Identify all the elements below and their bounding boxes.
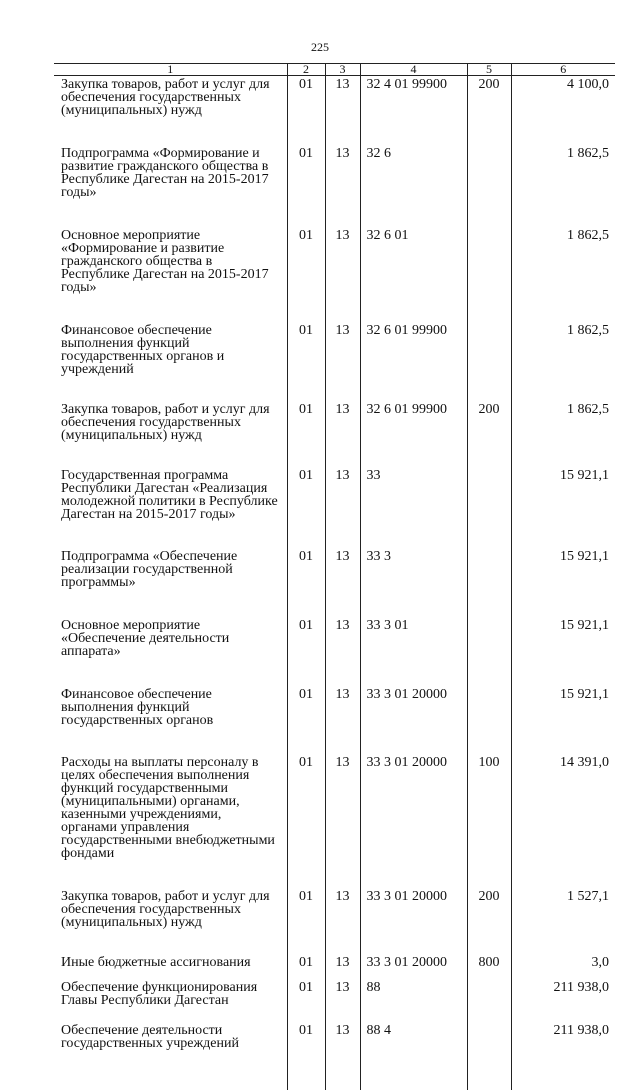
budget-table — [54, 63, 615, 1090]
row-section: 01 — [287, 199, 325, 294]
row-target-code: 33 3 01 — [360, 589, 467, 658]
row-target-code: 33 3 01 20000 — [360, 727, 467, 860]
filler-cell — [287, 1050, 325, 1090]
row-target-code: 33 — [360, 442, 467, 521]
row-amount: 211 938,0 — [511, 969, 615, 1007]
row-name: Обеспечение деятельности государственных учреждений — [54, 1007, 287, 1050]
row-section: 01 — [287, 658, 325, 727]
table-row — [54, 521, 615, 589]
row-expense-type: 800 — [467, 929, 511, 969]
row-target-code: 32 6 — [360, 117, 467, 199]
row-expense-type — [467, 117, 511, 199]
table-row — [54, 76, 615, 118]
row-name: Иные бюджетные ассигнования — [54, 929, 287, 969]
table-body — [54, 76, 615, 1090]
row-target-code: 33 3 01 20000 — [360, 658, 467, 727]
table-row — [54, 969, 615, 1007]
row-amount: 1 862,5 — [511, 199, 615, 294]
row-expense-type — [467, 294, 511, 376]
row-target-code: 32 6 01 99900 — [360, 376, 467, 442]
table-row — [54, 442, 615, 521]
row-target-code: 33 3 01 20000 — [360, 929, 467, 969]
row-name: Подпрограмма «Формирование и развитие гражданского общества в Республике Дагестан на 2015-2017 годы» — [54, 117, 287, 199]
row-amount: 1 862,5 — [511, 294, 615, 376]
row-name: Закупка товаров, работ и услуг для обеспечения государственных (муниципальных) нужд — [54, 376, 287, 442]
row-expense-type — [467, 969, 511, 1007]
row-target-code: 88 4 — [360, 1007, 467, 1050]
column-header-5: 5 — [467, 64, 511, 76]
row-section: 01 — [287, 294, 325, 376]
row-name: Основное мероприятие «Обеспечение деятельности аппарата» — [54, 589, 287, 658]
column-header-2: 2 — [287, 64, 325, 76]
table-row — [54, 929, 615, 969]
filler-cell — [511, 1050, 615, 1090]
column-header-6: 6 — [511, 64, 615, 76]
row-name: Финансовое обеспечение выполнения функций государственных органов — [54, 658, 287, 727]
row-amount: 15 921,1 — [511, 658, 615, 727]
filler-cell — [360, 1050, 467, 1090]
row-expense-type: 200 — [467, 376, 511, 442]
header-row — [54, 64, 615, 76]
row-name: Обеспечение функционирования Главы Республики Дагестан — [54, 969, 287, 1007]
row-name: Закупка товаров, работ и услуг для обеспечения государственных (муниципальных) нужд — [54, 860, 287, 929]
row-name: Государственная программа Республики Дагестан «Реализация молодежной политики в Республике Дагестан на 2015-2017 годы» — [54, 442, 287, 521]
row-amount: 14 391,0 — [511, 727, 615, 860]
table-row — [54, 294, 615, 376]
row-amount: 1 862,5 — [511, 376, 615, 442]
row-expense-type — [467, 521, 511, 589]
row-name: Основное мероприятие «Формирование и развитие гражданского общества в Республике Дагестан на 2015-2017 годы» — [54, 199, 287, 294]
row-amount: 4 100,0 — [511, 76, 615, 118]
row-target-code: 32 6 01 99900 — [360, 294, 467, 376]
row-subsection: 13 — [325, 199, 360, 294]
row-subsection: 13 — [325, 658, 360, 727]
row-amount: 1 862,5 — [511, 117, 615, 199]
table-row — [54, 117, 615, 199]
row-section: 01 — [287, 76, 325, 118]
table-row — [54, 1007, 615, 1050]
row-section: 01 — [287, 860, 325, 929]
row-section: 01 — [287, 1007, 325, 1050]
row-section: 01 — [287, 929, 325, 969]
row-target-code: 32 6 01 — [360, 199, 467, 294]
row-expense-type — [467, 589, 511, 658]
table-row — [54, 589, 615, 658]
row-expense-type: 200 — [467, 860, 511, 929]
table-row — [54, 727, 615, 860]
row-target-code: 33 3 01 20000 — [360, 860, 467, 929]
filler-cell — [54, 1050, 287, 1090]
filler-cell — [467, 1050, 511, 1090]
row-subsection: 13 — [325, 860, 360, 929]
row-name: Закупка товаров, работ и услуг для обеспечения государственных (муниципальных) нужд — [54, 76, 287, 118]
row-target-code: 33 3 — [360, 521, 467, 589]
table-row — [54, 199, 615, 294]
row-subsection: 13 — [325, 521, 360, 589]
row-amount: 1 527,1 — [511, 860, 615, 929]
column-header-4: 4 — [360, 64, 467, 76]
row-subsection: 13 — [325, 442, 360, 521]
row-section: 01 — [287, 969, 325, 1007]
page-number: 225 — [0, 40, 640, 55]
row-subsection: 13 — [325, 727, 360, 860]
row-section: 01 — [287, 589, 325, 658]
row-name: Расходы на выплаты персоналу в целях обеспечения выполнения функций государственными (муниципальными) органами, казенными учреждениями, органами управления государственными внебюджетными фондами — [54, 727, 287, 860]
row-expense-type: 200 — [467, 76, 511, 118]
column-header-1: 1 — [54, 64, 287, 76]
row-expense-type — [467, 442, 511, 521]
filler-cell — [325, 1050, 360, 1090]
row-section: 01 — [287, 442, 325, 521]
row-subsection: 13 — [325, 589, 360, 658]
row-target-code: 32 4 01 99900 — [360, 76, 467, 118]
row-section: 01 — [287, 117, 325, 199]
row-name: Финансовое обеспечение выполнения функций государственных органов и учреждений — [54, 294, 287, 376]
column-header-3: 3 — [325, 64, 360, 76]
row-amount: 15 921,1 — [511, 521, 615, 589]
row-expense-type: 100 — [467, 727, 511, 860]
row-section: 01 — [287, 376, 325, 442]
row-expense-type — [467, 658, 511, 727]
row-subsection: 13 — [325, 969, 360, 1007]
row-expense-type — [467, 199, 511, 294]
row-name: Подпрограмма «Обеспечение реализации государственной программы» — [54, 521, 287, 589]
row-section: 01 — [287, 727, 325, 860]
row-subsection: 13 — [325, 76, 360, 118]
table-filler-row — [54, 1050, 615, 1090]
row-amount: 211 938,0 — [511, 1007, 615, 1050]
row-section: 01 — [287, 521, 325, 589]
row-expense-type — [467, 1007, 511, 1050]
row-target-code: 88 — [360, 969, 467, 1007]
table-row — [54, 376, 615, 442]
table-row — [54, 860, 615, 929]
table-row — [54, 658, 615, 727]
row-amount: 15 921,1 — [511, 589, 615, 658]
row-subsection: 13 — [325, 117, 360, 199]
row-amount: 15 921,1 — [511, 442, 615, 521]
row-subsection: 13 — [325, 294, 360, 376]
row-subsection: 13 — [325, 376, 360, 442]
row-subsection: 13 — [325, 1007, 360, 1050]
row-amount: 3,0 — [511, 929, 615, 969]
row-subsection: 13 — [325, 929, 360, 969]
